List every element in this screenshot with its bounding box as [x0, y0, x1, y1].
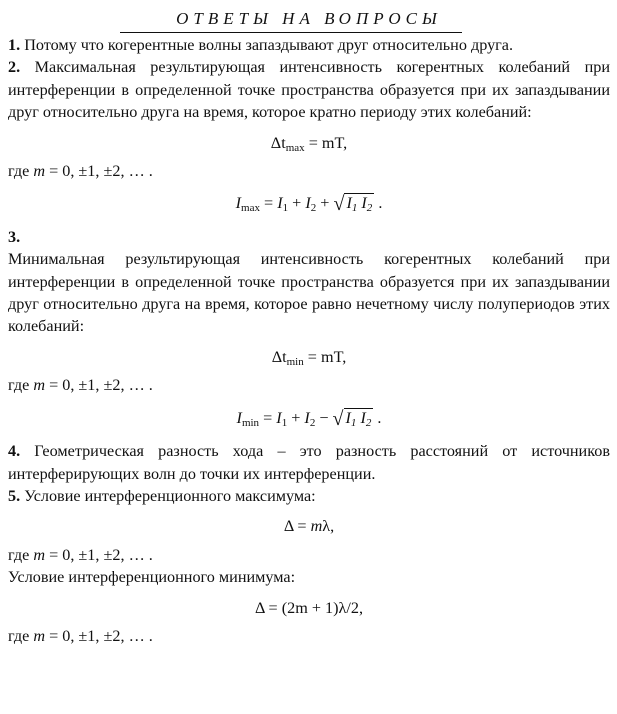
answer-5-where-1: где m = 0, ±1, ±2, … .	[8, 545, 153, 564]
answer-3-formula-1: $\Delta t_{min}$ = mT,	[271, 347, 347, 368]
page-title-text: ОТВЕТЫ НА ВОПРОСЫ	[176, 9, 442, 28]
document-page	[8, 8, 610, 647]
answer-5-formula-2: Δ = (2m + 1)λ/2,	[254, 598, 363, 617]
answer-1	[8, 34, 610, 56]
page-title	[8, 8, 610, 30]
answer-2	[8, 56, 610, 123]
answer-2-formula-1: $\Delta t_{max}$ = mT,	[270, 133, 348, 154]
answer-2-where: где m = 0, ±1, ±2, … .	[8, 162, 153, 181]
answer-3-number: 3.	[8, 227, 21, 246]
answer-2-text: Максимальная результирующая интенсивность когерентных колебаний при интерференции в определенной точке пространства образуется при их запаздывании друг относительно друга на время, которое кратно периоду этих колебаний:	[8, 58, 610, 122]
answer-2-number: 2.	[8, 58, 21, 77]
title-underline	[120, 32, 462, 33]
answer-5	[8, 485, 610, 507]
answer-5-text: Условие интерференционного максимума:	[20, 486, 316, 505]
answer-5-text-2: Условие интерференционного минимума:	[8, 568, 296, 587]
answer-1-number: 1.	[8, 36, 21, 54]
answer-3-where: где m = 0, ±1, ±2, … .	[8, 376, 153, 395]
answer-1-text: Потому что когерентные волны запаздывают друг относительно друга.	[20, 36, 514, 54]
answer-4-text: Геометрическая разность хода – это разность расстояний от источников интерферирующих волн до точки их интерференции.	[8, 442, 610, 483]
answer-3-text: Минимальная результирующая интенсивность когерентных колебаний при интерференции в определенной точке пространства образуется при их запаздывании друг относительно друга на время, которое равно нечетному числу полупериодов этих колебаний:	[8, 250, 610, 336]
answer-4	[8, 440, 610, 485]
answer-5-formula-1: Δ = mλ,	[283, 517, 335, 536]
answer-5-where-2: где m = 0, ±1, ±2, … .	[8, 626, 153, 645]
answer-2-formula-2: $I_{max} = I_1 + I_2$ + √ $I_1$ $I_2$ .	[235, 193, 383, 216]
answer-4-number: 4.	[8, 442, 21, 461]
answer-3-formula-2: $I_{min} = I_1 + I_2$ − √ $I_1$ $I_2$ .	[236, 407, 382, 430]
answer-5-number: 5.	[8, 486, 21, 505]
